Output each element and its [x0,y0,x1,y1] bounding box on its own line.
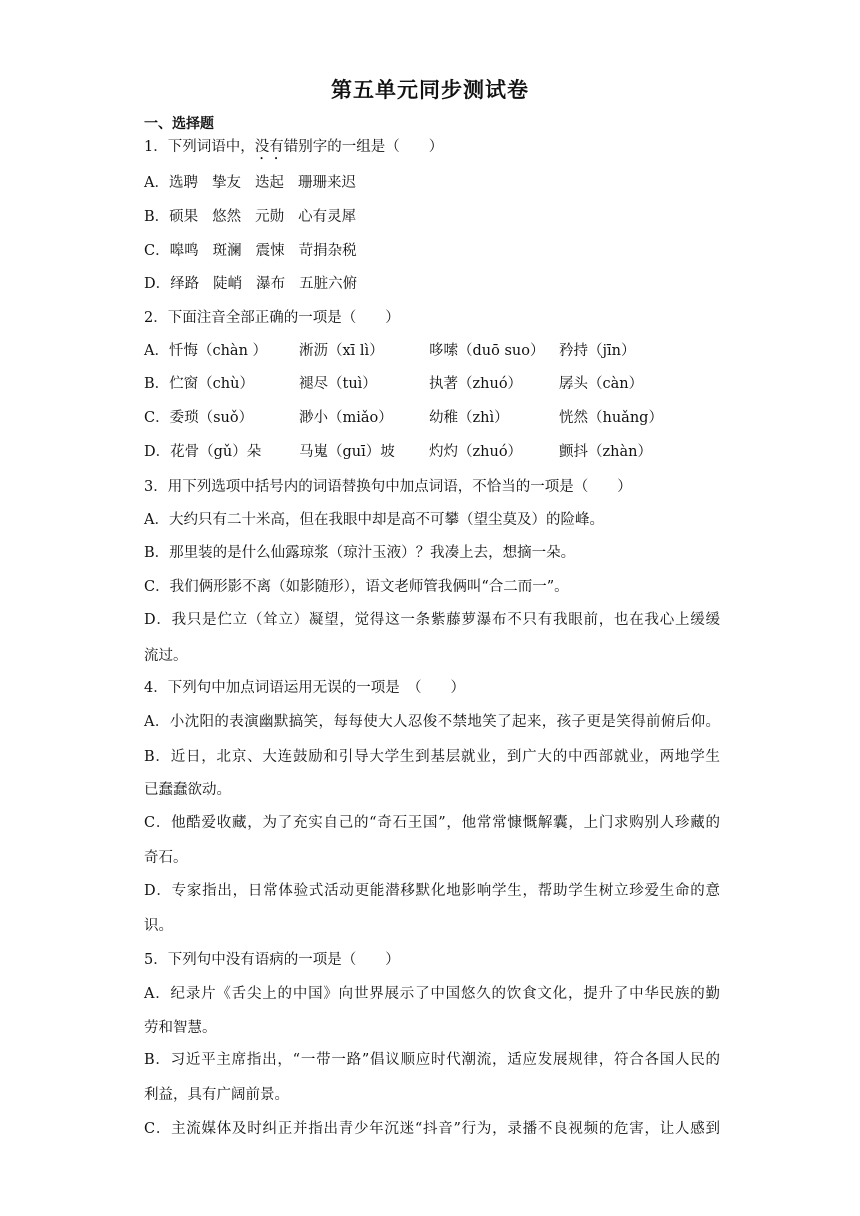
q2-option-b: B．伫窗（chù） 褪尽（tuì） 执著（zhuó） 孱头（càn） [144,376,644,392]
q4-option-b-line2: 已蠢蠢欲动。 [144,782,231,798]
q1-stem-b: 错别字的一组是（ ） [283,139,444,155]
section-heading: 一、选择题 [144,116,214,132]
q4-option-c-line1: C．他酷爱收藏，为了充实自己的“奇石王国”，他常常慷慨解囊，上门求购别人珍藏的 [144,815,720,831]
q1-stem-a: 1．下列词语中， [144,139,255,155]
page-title: 第五单元同步测试卷 [331,78,529,102]
q1-option-b: B．硕果 悠然 元勋 心有灵犀 [144,209,357,225]
q3-option-d-line1: D．我只是伫立（耸立）凝望，觉得这一条紫藤萝瀑布不只有我眼前，也在我心上缓缓 [144,612,720,628]
q5-option-a-line1: A．纪录片《舌尖上的中国》向世界展示了中国悠久的饮食文化，提升了中华民族的勤 [144,986,720,1002]
q5-option-a-line2: 劳和智慧。 [144,1020,217,1036]
q5-option-c-line1: C．主流媒体及时纠正并指出青少年沉迷“抖音”行为，录播不良视频的危害，让人感到 [144,1121,720,1137]
q2-option-c: C．委琐（suǒ） 渺小（miǎo） 幼稚（zhì） 恍然（huǎng） [144,410,663,426]
q4-option-d-line1: D．专家指出，日常体验式活动更能潜移默化地影响学生，帮助学生树立珍爱生命的意 [144,883,720,899]
question-3-stem: 3．用下列选项中括号内的词语替换句中加点词语，不恰当的一项是（ ） [144,479,632,495]
q3-option-c: C．我们俩形影不离（如影随形），语文老师管我俩叫“合二而一”。 [144,579,569,595]
q1-stem-emphasis: 没有 [254,139,284,155]
q1-option-c: C．嗥鸣 斑澜 震悚 苛捐杂税 [144,243,357,259]
q4-option-d-line2: 识。 [144,918,173,934]
q4-option-b-line1: B．近日，北京、大连鼓励和引导大学生到基层就业，到广大的中西部就业，两地学生 [144,749,720,765]
q3-option-b: B．那里装的是什么仙露琼浆（琼汁玉液）？我凑上去，想摘一朵。 [144,545,576,561]
question-4-stem: 4．下列句中加点词语运用无误的一项是 （ ） [144,680,465,696]
q4-option-c-line2: 奇石。 [144,850,188,866]
q3-option-a: A．大约只有二十米高，但在我眼中却是高不可攀（望尘莫及）的险峰。 [144,512,604,528]
q1-option-a: A．选聘 挚友 迭起 珊珊来迟 [144,175,356,191]
q5-option-b-line1: B．习近平主席指出，“一带一路”倡议顺应时代潮流，适应发展规律，符合各国人民的 [144,1052,720,1068]
q2-option-a: A．忏悔（chàn ） 淅沥（xī lì） 哆嗦（duō suo） 矜持（jīn） [144,343,636,359]
question-2-stem: 2．下面注音全部正确的一项是（ ） [144,310,400,326]
question-1-stem [144,137,443,163]
q5-option-b-line2: 利益，具有广阔前景。 [144,1087,289,1103]
q2-option-d: D．花骨（gǔ）朵 马嵬（guī）坡 灼灼（zhuó） 颤抖（zhàn） [144,444,652,460]
q4-option-a: A．小沈阳的表演幽默搞笑，每每使大人忍俊不禁地笑了起来，孩子更是笑得前俯后仰。 [144,714,720,730]
q3-option-d-line2: 流过。 [144,648,188,664]
q1-option-d: D．绎路 陡峭 瀑布 五脏六俯 [144,276,358,292]
question-5-stem: 5．下列句中没有语病的一项是（ ） [144,952,400,968]
